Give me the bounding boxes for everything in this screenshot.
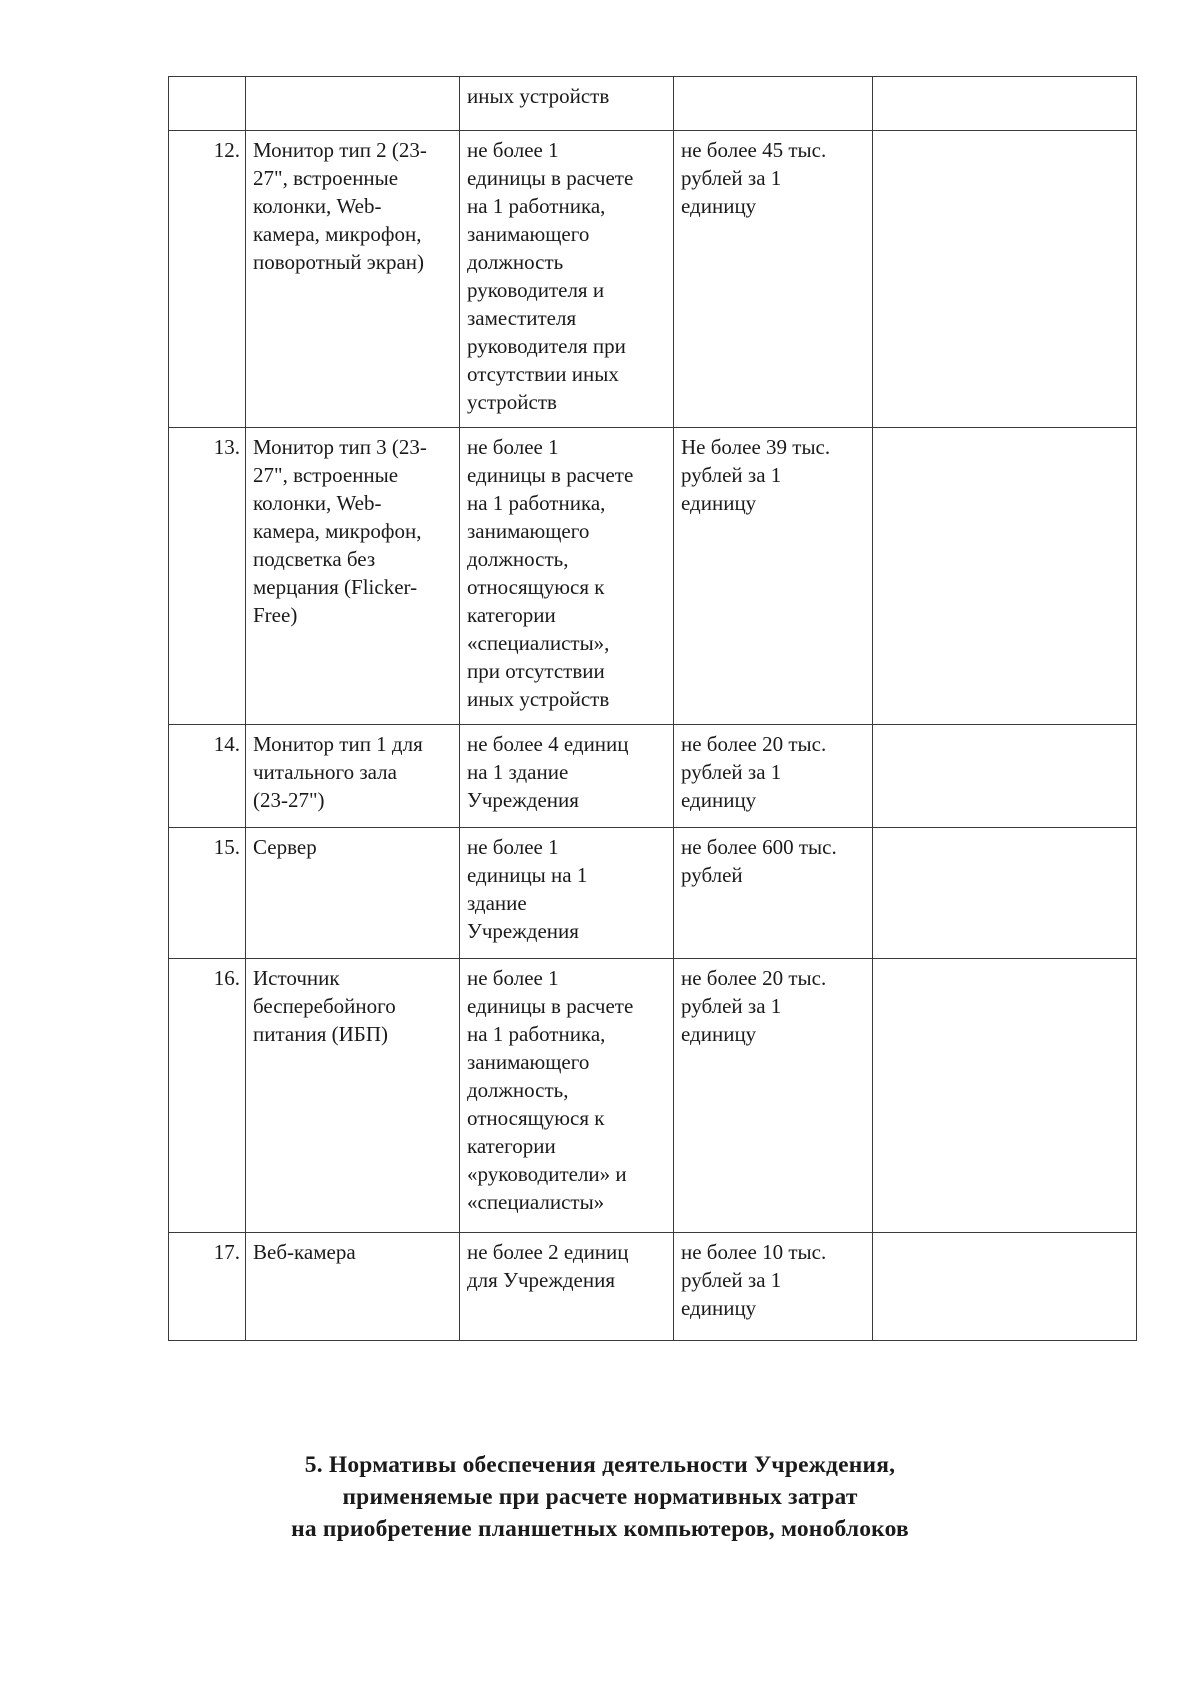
cell-note	[873, 725, 1137, 828]
name-text-line: поворотный экран)	[253, 250, 425, 274]
quantity-text-line: здание	[467, 891, 527, 915]
quantity-text-line: при отсутствии	[467, 659, 605, 683]
quantity-text-line: устройств	[467, 390, 557, 414]
cell-name	[246, 77, 460, 131]
price-text-line: рублей за 1	[681, 994, 782, 1018]
price-text-line: единицу	[681, 1296, 757, 1320]
name-text-line: Монитор тип 2 (23-	[253, 138, 427, 162]
name-text-line: камера, микрофон,	[253, 222, 422, 246]
quantity-text-line: категории	[467, 1134, 556, 1158]
quantity-text-line: иных устройств	[467, 84, 610, 108]
cell-price	[674, 428, 873, 725]
cell-price	[674, 77, 873, 131]
price-text-line: рублей за 1	[681, 1268, 782, 1292]
cell-quantity	[460, 959, 674, 1233]
name-text-line: колонки, Web-	[253, 194, 382, 218]
quantity-text-line: руководителя и	[467, 278, 605, 302]
cell-quantity	[460, 828, 674, 959]
section-title-line: 5. Нормативы обеспечения деятельности Учреждения,	[304, 1452, 896, 1478]
quantity-text-line: руководителя при	[467, 334, 626, 358]
name-text-line: питания (ИБП)	[253, 1022, 388, 1046]
name-text-line: Монитор тип 3 (23-	[253, 435, 427, 459]
quantity-text-line: единицы на 1	[467, 863, 588, 887]
cell-name	[246, 828, 460, 959]
quantity-text-line: на 1 здание	[467, 760, 569, 784]
cell-quantity	[460, 725, 674, 828]
cell-price	[674, 959, 873, 1233]
section-title	[0, 1449, 1200, 1545]
name-text-line: Монитор тип 1 для	[253, 732, 423, 756]
quantity-text-line: Учреждения	[467, 788, 579, 812]
price-text-line: не более 20 тыс.	[681, 732, 827, 756]
section-title-line: на приобретение планшетных компьютеров, моноблоков	[291, 1516, 909, 1542]
quantity-text-line: единицы в расчете	[467, 994, 634, 1018]
quantity-text-line: «специалисты»	[467, 1190, 605, 1214]
quantity-text-line: занимающего	[467, 519, 590, 543]
name-text-line: читального зала	[253, 760, 397, 784]
table-row	[169, 725, 1137, 828]
cell-note	[873, 1233, 1137, 1341]
price-text-line: рублей за 1	[681, 166, 782, 190]
cell-price	[674, 131, 873, 428]
cell-note	[873, 828, 1137, 959]
quantity-text-line: относящуюся к	[467, 1106, 605, 1130]
quantity-text-line: на 1 работника,	[467, 491, 606, 515]
cell-price	[674, 828, 873, 959]
quantity-text-line: единицы в расчете	[467, 166, 634, 190]
quantity-text-line: не более 1	[467, 966, 559, 990]
price-text-line: рублей за 1	[681, 760, 782, 784]
price-text-line: единицу	[681, 194, 757, 218]
quantity-text-line: не более 2 единиц	[467, 1240, 629, 1264]
quantity-text-line: не более 1	[467, 138, 559, 162]
price-text-line: рублей	[681, 863, 743, 887]
name-text-line: 27", встроенные	[253, 166, 399, 190]
name-text-line: колонки, Web-	[253, 491, 382, 515]
cell-name	[246, 1233, 460, 1341]
price-text-line: не более 10 тыс.	[681, 1240, 827, 1264]
quantity-text-line: не более 1	[467, 435, 559, 459]
quantity-text-line: на 1 работника,	[467, 1022, 606, 1046]
row-number: 13.	[169, 428, 246, 725]
name-text-line: камера, микрофон,	[253, 519, 422, 543]
price-text-line: единицу	[681, 491, 757, 515]
quantity-text-line: единицы в расчете	[467, 463, 634, 487]
cell-quantity	[460, 77, 674, 131]
row-number: 14.	[169, 725, 246, 828]
quantity-text-line: занимающего	[467, 222, 590, 246]
row-number: 16.	[169, 959, 246, 1233]
quantity-text-line: для Учреждения	[467, 1268, 615, 1292]
quantity-text-line: должность,	[467, 547, 569, 571]
quantity-text-line: должность	[467, 250, 564, 274]
quantity-text-line: относящуюся к	[467, 575, 605, 599]
quantity-text-line: занимающего	[467, 1050, 590, 1074]
cell-price	[674, 725, 873, 828]
cell-note	[873, 428, 1137, 725]
table-row	[169, 77, 1137, 131]
price-text-line: не более 600 тыс.	[681, 835, 837, 859]
cell-name	[246, 725, 460, 828]
table-row	[169, 131, 1137, 428]
cell-quantity	[460, 1233, 674, 1341]
name-text-line: Free)	[253, 603, 298, 627]
table-row	[169, 828, 1137, 959]
table-row	[169, 428, 1137, 725]
row-number: 15.	[169, 828, 246, 959]
cell-note	[873, 131, 1137, 428]
quantity-text-line: отсутствии иных	[467, 362, 619, 386]
cell-price	[674, 1233, 873, 1341]
cell-name	[246, 959, 460, 1233]
norms-table	[168, 76, 1137, 1341]
price-text-line: рублей за 1	[681, 463, 782, 487]
row-number: 17.	[169, 1233, 246, 1341]
cell-quantity	[460, 428, 674, 725]
price-text-line: не более 45 тыс.	[681, 138, 827, 162]
name-text-line: 27", встроенные	[253, 463, 399, 487]
name-text-line: бесперебойного	[253, 994, 396, 1018]
quantity-text-line: Учреждения	[467, 919, 579, 943]
table-row	[169, 1233, 1137, 1341]
name-text-line: подсветка без	[253, 547, 376, 571]
row-number	[169, 77, 246, 131]
price-text-line: единицу	[681, 1022, 757, 1046]
norms-table-body	[169, 77, 1137, 1341]
cell-quantity	[460, 131, 674, 428]
cell-name	[246, 131, 460, 428]
row-number: 12.	[169, 131, 246, 428]
quantity-text-line: должность,	[467, 1078, 569, 1102]
name-text-line: Веб-камера	[253, 1240, 356, 1264]
table-row	[169, 959, 1137, 1233]
price-text-line: единицу	[681, 788, 757, 812]
cell-note	[873, 77, 1137, 131]
name-text-line: Источник	[253, 966, 340, 990]
quantity-text-line: заместителя	[467, 306, 577, 330]
section-title-line: применяемые при расчете нормативных затрат	[342, 1484, 858, 1510]
quantity-text-line: на 1 работника,	[467, 194, 606, 218]
price-text-line: Не более 39 тыс.	[681, 435, 831, 459]
cell-note	[873, 959, 1137, 1233]
quantity-text-line: «руководители» и	[467, 1162, 627, 1186]
name-text-line: мерцания (Flicker-	[253, 575, 418, 599]
quantity-text-line: не более 4 единиц	[467, 732, 629, 756]
cell-name	[246, 428, 460, 725]
name-text-line: Сервер	[253, 835, 317, 859]
quantity-text-line: иных устройств	[467, 687, 610, 711]
quantity-text-line: «специалисты»,	[467, 631, 610, 655]
price-text-line: не более 20 тыс.	[681, 966, 827, 990]
name-text-line: (23-27")	[253, 788, 325, 812]
quantity-text-line: категории	[467, 603, 556, 627]
quantity-text-line: не более 1	[467, 835, 559, 859]
